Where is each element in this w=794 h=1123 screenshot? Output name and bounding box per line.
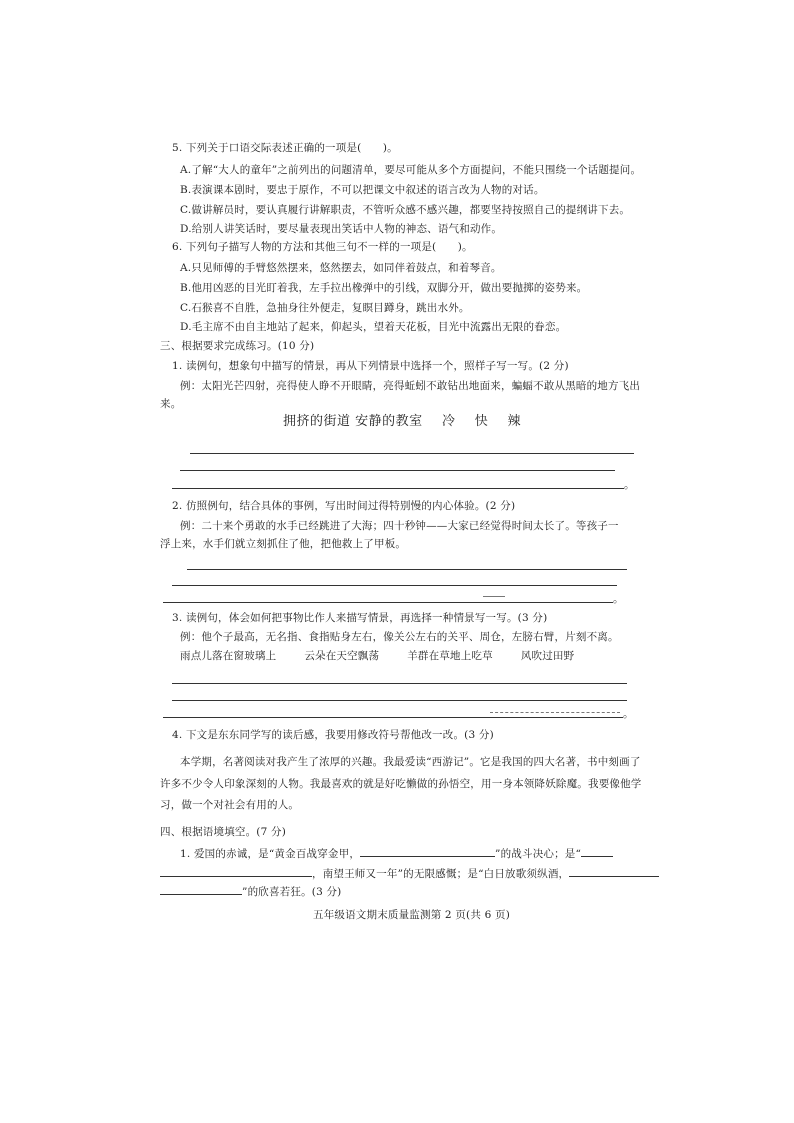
s4q1-line1 xyxy=(180,846,613,860)
option-raindrops: 雨点儿落在窗玻璃上 xyxy=(180,650,277,662)
q6-option-a: A.只见师傅的手臂悠然摆来，悠然摆去，如同伴着鼓点，和着琴音。 xyxy=(180,262,502,274)
option-wind: 风吹过田野 xyxy=(520,650,575,662)
answer-line[interactable] xyxy=(172,700,627,701)
answer-line[interactable] xyxy=(172,683,627,684)
option-fast: 快 xyxy=(474,414,489,429)
option-cold: 冷 xyxy=(441,414,456,429)
s4q1-line3 xyxy=(160,884,341,898)
end-period: 。 xyxy=(624,479,635,491)
answer-line xyxy=(483,596,505,597)
answer-line xyxy=(490,712,620,713)
q5-option-b: B.表演课本剧时，要忠于原作，不可以把课文中叙述的语言改为人物的对话。 xyxy=(180,184,545,196)
q6-option-c: C.石猴喜不自胜，急抽身往外便走，复瞑目蹲身，跳出水外。 xyxy=(180,302,470,314)
s4q1-part1: 1. 爱国的赤诚，是“黄金百战穿金甲， xyxy=(180,848,361,860)
q5-stem: 5. 下列关于口语交际表述正确的一项是( )。 xyxy=(172,142,398,154)
s3q2-example-line1: 例：二十来个勇敢的水手已经跳进了大海；四十秒钟——大家已经觉得时间太长了。等孩子一 xyxy=(180,520,619,532)
s3q1-stem: 1. 读例句，想象句中描写的情景，再从下列情景中选择一个，照样子写一写。(2 分) xyxy=(172,360,569,372)
s4q1-part2: ”的战斗决心；是“ xyxy=(495,848,582,860)
answer-line[interactable] xyxy=(172,585,617,586)
fill-blank-3a[interactable] xyxy=(569,866,659,877)
s4q1-line2 xyxy=(160,866,659,880)
s3q4-stem: 4. 下文是东东同学写的读后感，我要用修改符号帮他改一改。(3 分) xyxy=(172,729,494,741)
q6-option-d: D.毛主席不由自主地站了起来，仰起头，望着天花板，目光中流露出无限的眷恋。 xyxy=(180,321,567,333)
fill-blank-2a[interactable] xyxy=(581,846,613,857)
q5-option-d: D.给别人讲笑话时，要尽量表现出笑话中人物的神态、语气和动作。 xyxy=(180,223,503,235)
answer-line[interactable] xyxy=(163,602,613,603)
fill-blank-1[interactable] xyxy=(360,846,495,857)
s3q4-para-line3: 习，做一个对社会有用的人。 xyxy=(160,799,300,811)
answer-line[interactable] xyxy=(190,453,634,454)
answer-line[interactable] xyxy=(180,470,615,471)
s4q1-part4: ”的欣喜若狂。(3 分) xyxy=(242,886,342,898)
q5-option-c: C.做讲解员时，要认真履行讲解职责，不管听众感不感兴趣，都要坚持按照自己的提纲讲下去。 xyxy=(180,204,631,216)
answer-line[interactable] xyxy=(172,488,624,489)
s3q4-para-line1: 本学期，名著阅读对我产生了浓厚的兴趣。我最爱读“西游记”。它是我国的四大名著，书中刻画了 xyxy=(180,756,641,768)
s3q1-options xyxy=(283,415,521,428)
option-crowded-street: 拥挤的街道 xyxy=(283,414,351,429)
section3-title: 三、根据要求完成练习。(10 分) xyxy=(160,340,315,352)
s3q1-example-line1: 例：太阳光芒四射，亮得使人睁不开眼睛，亮得蚯蚓不敢钻出地面来，蝙蝠不敢从黑暗的地方飞出 xyxy=(180,380,641,392)
s4q1-part3: ，南望王师又一年”的无限感慨；是“白日放歌须纵酒， xyxy=(312,868,570,880)
s3q2-stem: 2. 仿照例句，结合具体的事例，写出时间过得特别慢的内心体验。(2 分) xyxy=(172,500,516,512)
fill-blank-3b[interactable] xyxy=(160,884,242,895)
option-spicy: 辣 xyxy=(507,414,522,429)
section4-title: 四、根据语境填空。(7 分) xyxy=(160,826,287,838)
s3q3-example: 例：他个子最高，无名指、食指贴身左右，像关公左右的关平、周仓，左膀右臂，片刻不离。 xyxy=(180,631,619,643)
fill-blank-2b[interactable] xyxy=(160,866,312,877)
s3q3-options xyxy=(180,651,574,662)
s3q3-stem: 3. 读例句，体会如何把事物比作人来描写情景，再选择一种情景写一写。(3 分) xyxy=(172,612,548,624)
answer-line[interactable] xyxy=(187,569,627,570)
option-quiet-classroom: 安静的教室 xyxy=(355,414,423,429)
option-sheep: 羊群在草地上吃草 xyxy=(407,650,493,662)
s3q1-example-line2: 来。 xyxy=(160,398,182,410)
q5-option-a: A.了解“大人的童年”之前列出的问题清单，要尽可能从多个方面提问，不能只围绕一个话题提问。 xyxy=(180,164,642,176)
q6-stem: 6. 下列句子描写人物的方法和其他三句不一样的一项是( )。 xyxy=(172,241,473,253)
option-clouds: 云朵在天空飘荡 xyxy=(304,650,380,662)
page-footer: 五年级语文期末质量监测第 2 页(共 6 页) xyxy=(313,909,511,921)
answer-line[interactable] xyxy=(163,717,623,718)
q6-option-b: B.他用凶恶的目光盯着我，左手拉出橡弹中的引线，双脚分开，做出要抛掷的姿势来。 xyxy=(180,282,588,294)
end-period: 。 xyxy=(623,708,634,720)
s3q4-para-line2: 许多不少令人印象深刻的人物。我最喜欢的就是好吃懒做的孙悟空，用一身本领降妖除魔。我要像他学 xyxy=(160,778,642,790)
s3q2-example-line2: 浮上来，水手们就立刻抓住了他，把他救上了甲板。 xyxy=(160,538,407,550)
end-period: 。 xyxy=(613,593,624,605)
